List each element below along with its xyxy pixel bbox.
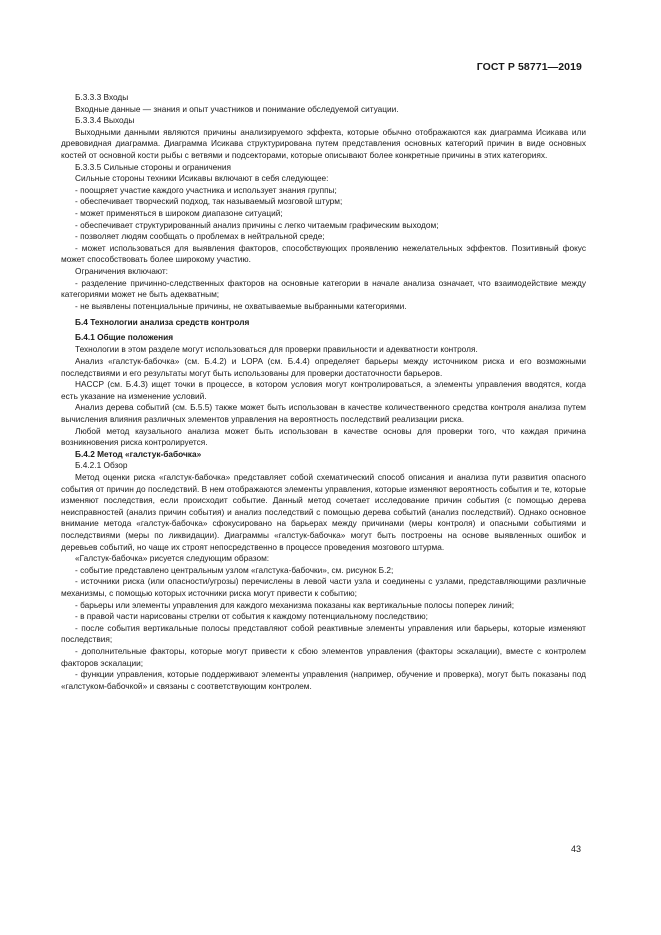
- paragraph: Ограничения включают:: [75, 265, 168, 276]
- paragraph: Б.3.3.5 Сильные стороны и ограничения: [75, 161, 231, 172]
- paragraph: Любой метод каузального анализа может быть использован в качестве основы для проверки того, что каждая причина возникновения риска контролируется.: [61, 425, 586, 448]
- subsection-heading: Б.4.2 Метод «галстук-бабочка»: [75, 448, 202, 459]
- subsection-heading: Б.4.1 Общие положения: [75, 331, 174, 342]
- list-item: - позволяет людям сообщать о проблемах в нейтральной среде;: [75, 231, 325, 242]
- list-item: - после события вертикальные полосы представляют собой реактивные элементы управления или барьеры, которые изменяют последствия;: [61, 622, 586, 645]
- list-item: - источники риска (или опасности/угрозы) перечислены в левой части узла и соединены с узлами, представляющими различные механизмы, с помощью которых источники риска могут привести к событию;: [61, 576, 586, 598]
- list-item: - обеспечивает структурированный анализ причины с легко читаемым графическим выходом;: [75, 219, 439, 230]
- paragraph: Б.3.3.4 Выходы: [75, 115, 135, 126]
- list-item: - функции управления, которые поддерживают элементы управления (например, обучение и проверка), могут быть показаны под «галстуком-бабочкой» и связаны с соответствующим контролем.: [61, 669, 586, 691]
- list-item: - дополнительные факторы, которые могут привести к сбою элементов управления (факторы эскалации), вместе с контролем факторов эскалации;: [61, 645, 586, 668]
- paragraph: «Галстук-бабочка» рисуется следующим образом:: [75, 553, 270, 564]
- document-body: [61, 92, 586, 692]
- list-item: - событие представлено центральным узлом «галстука-бабочки», см. рисунок Б.2;: [75, 564, 394, 575]
- list-item: - в правой части нарисованы стрелки от события к каждому потенциальному последствию;: [75, 611, 428, 622]
- paragraph: Анализ дерева событий (см. Б.5.5) также может быть использован в качестве количественного средства контроля анализа путем вычисления влияния различных элементов управления на вероятность последствий реализации риска.: [61, 402, 586, 425]
- paragraph: Метод оценки риска «галстук-бабочка» представляет собой схематический способ описания и анализа пути развития опасного события от причин до последствий. В нем отображаются элементы управления, которые изменяют вероятность события и те, которые изменяют последствия, если происходит событие. Данный метод сочетает исследование причин события (с помощью дерева неисправностей (анализ причин события) и анализ последствий с помощью дерева событий (анализ последствий). Однако основное внимание метода «галстук-бабочка» сфокусировано на барьерах между причинами (меры контроля) и опасными событиями и последствиями (меры по ликвидации). Диаграммы «галстук-бабочка» могут быть построены на основе выявленных ошибок и деревьев событий, но чаще их строят непосредственно в процессе проведения мозгового штурма.: [61, 472, 586, 552]
- paragraph: Сильные стороны техники Исикавы включают в себя следующее:: [75, 173, 329, 184]
- list-item: - барьеры или элементы управления для каждого механизма показаны как вертикальные полосы поперек линий;: [75, 599, 515, 610]
- paragraph: HACCP (см. Б.4.3) ищет точки в процессе, в котором условия могут контролироваться, а элементы управления вводятся, когда есть указание на изменение условий.: [61, 379, 586, 401]
- paragraph: Анализ «галстук-бабочка» (см. Б.4.2) и LOPA (см. Б.4.4) определяет барьеры между источником риска и его возможными последствиями и его результаты могут быть использованы для проверки достаточности барьеров.: [61, 356, 586, 378]
- paragraph: Б.4.2.1 Обзор: [75, 460, 128, 471]
- paragraph: Б.3.3.3 Входы: [75, 92, 129, 102]
- list-item: - обеспечивает творческий подход, так называемый мозговой штурм;: [75, 196, 343, 207]
- list-item: - может применяться в широком диапазоне ситуаций;: [75, 207, 283, 218]
- paragraph: Технологии в этом разделе могут использоваться для проверки правильности и адекватности контроля.: [75, 344, 478, 355]
- document-header: ГОСТ Р 58771—2019: [476, 61, 582, 73]
- list-item: - разделение причинно-следственных факторов на основные категории в начале анализа означает, что взаимодействие между категориями может не быть адекватным;: [61, 277, 586, 300]
- list-item: - поощряет участие каждого участника и использует знания группы;: [75, 184, 337, 195]
- paragraph: Выходными данными являются причины анализируемого эффекта, которые обычно отображаются как диаграмма Исикава или древовидная диаграмма. Диаграмма Исикава структурирована путем представления основных категорий причин в виде основных костей от основной кости рыбы с ветвями и подсекторами, которые описывают более конкретные причины в этих категориях.: [61, 126, 586, 160]
- list-item: - не выявлены потенциальные причины, не охватываемые выбранными категориями.: [75, 300, 407, 311]
- list-item: - может использоваться для выявления факторов, способствующих проявлению нежелательных эффектов. Позитивный фокус может способствовать более широкому участию.: [61, 242, 586, 265]
- section-heading: Б.4 Технологии анализа средств контроля: [75, 317, 250, 328]
- paragraph: Входные данные — знания и опыт участников и понимание обследуемой ситуации.: [75, 103, 399, 114]
- page-number: 43: [570, 844, 581, 854]
